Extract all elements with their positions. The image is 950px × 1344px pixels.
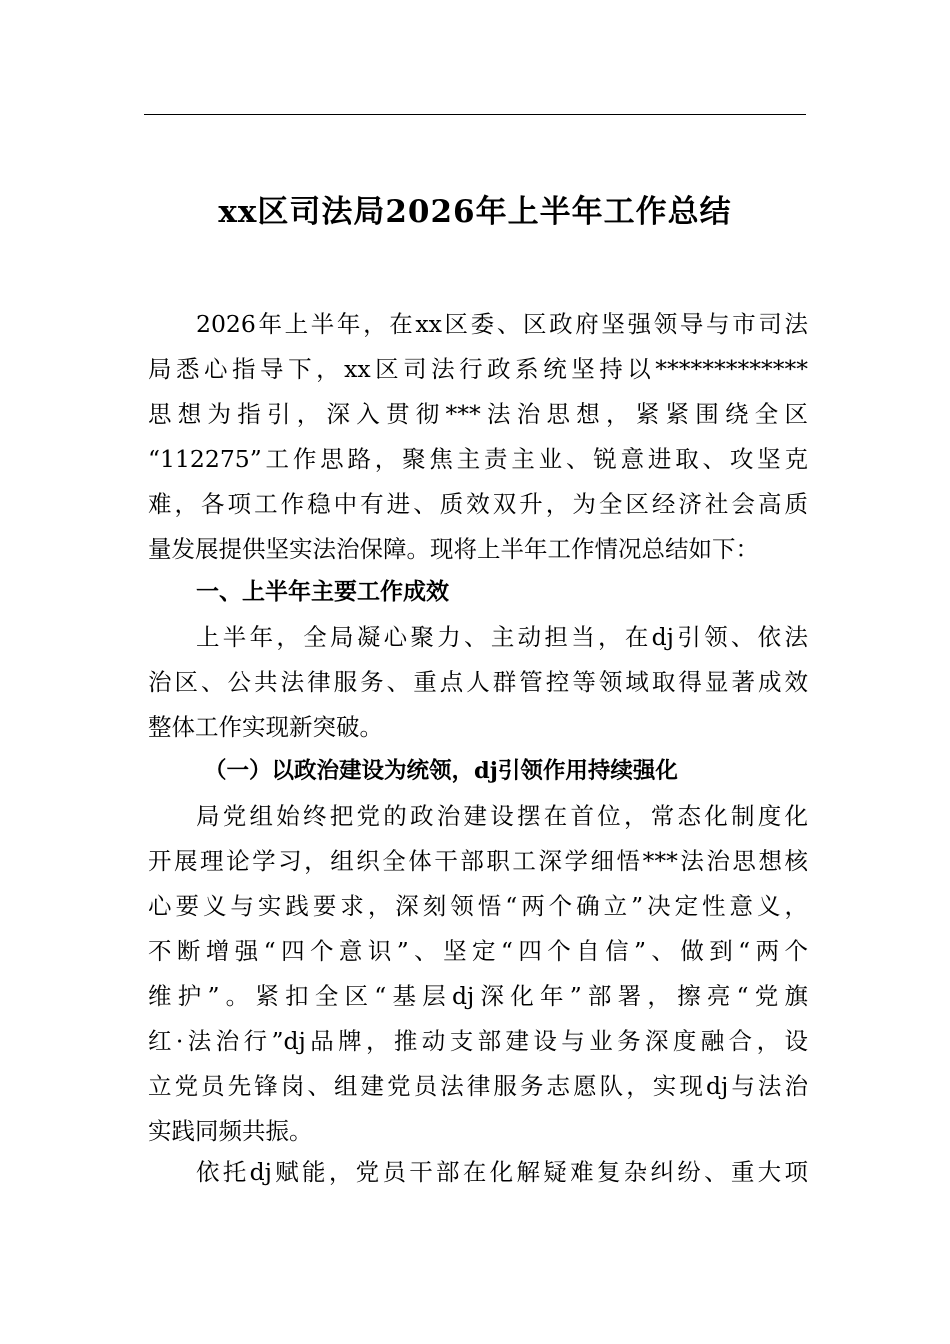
intro-line: “112275”工作思路，聚焦主责主业、锐意进取、攻坚克 bbox=[148, 445, 808, 473]
paragraph-line: 开展理论学习，组织全体干部职工深学细悟***法治思想核 bbox=[148, 847, 808, 875]
paragraph-line: 实践同频共振。 bbox=[148, 1117, 313, 1145]
paragraph-line: 红·法治行”dj品牌，推动支部建设与业务深度融合，设 bbox=[148, 1027, 808, 1055]
header-rule bbox=[144, 114, 806, 115]
intro-line: 2026年上半年，在xx区委、区政府坚强领导与市司法 bbox=[196, 310, 808, 338]
paragraph-line: 心要义与实践要求，深刻领悟“两个确立”决定性意义， bbox=[148, 892, 808, 920]
intro-line: 思想为指引，深入贯彻***法治思想，紧紧围绕全区 bbox=[148, 400, 808, 428]
intro-line: 难，各项工作稳中有进、质效双升，为全区经济社会高质 bbox=[148, 490, 808, 518]
section-1 bbox=[148, 570, 808, 750]
section-line: 整体工作实现新突破。 bbox=[148, 713, 383, 741]
intro-paragraph bbox=[148, 302, 808, 572]
section-line: 上半年，全局凝心聚力、主动担当，在dj引领、依法 bbox=[196, 623, 808, 651]
subsection-1 bbox=[148, 749, 808, 794]
subsection-heading: （一）以政治建设为统领，dj引领作用持续强化 bbox=[204, 758, 678, 784]
section-heading: 一、上半年主要工作成效 bbox=[196, 579, 449, 605]
subsection-1-paragraph-2 bbox=[148, 1150, 808, 1195]
paragraph-line: 依托dj赋能，党员干部在化解疑难复杂纠纷、重大项 bbox=[196, 1158, 808, 1186]
document-title: xx区司法局2026年上半年工作总结 bbox=[218, 194, 732, 230]
section-line: 治区、公共法律服务、重点人群管控等领域取得显著成效 bbox=[148, 668, 808, 696]
paragraph-line: 立党员先锋岗、组建党员法律服务志愿队，实现dj与法治 bbox=[148, 1072, 808, 1100]
paragraph-line: 不断增强“四个意识”、坚定“四个自信”、做到“两个 bbox=[148, 937, 808, 965]
intro-line: 量发展提供坚实法治保障。现将上半年工作情况总结如下： bbox=[148, 535, 759, 563]
subsection-1-paragraph-1 bbox=[148, 794, 808, 1154]
intro-line: 局悉心指导下，xx区司法行政系统坚持以************* bbox=[148, 355, 808, 383]
paragraph-line: 局党组始终把党的政治建设摆在首位，常态化制度化 bbox=[196, 802, 808, 830]
paragraph-line: 维护”。紧扣全区“基层dj深化年”部署，擦亮“党旗 bbox=[148, 982, 808, 1010]
